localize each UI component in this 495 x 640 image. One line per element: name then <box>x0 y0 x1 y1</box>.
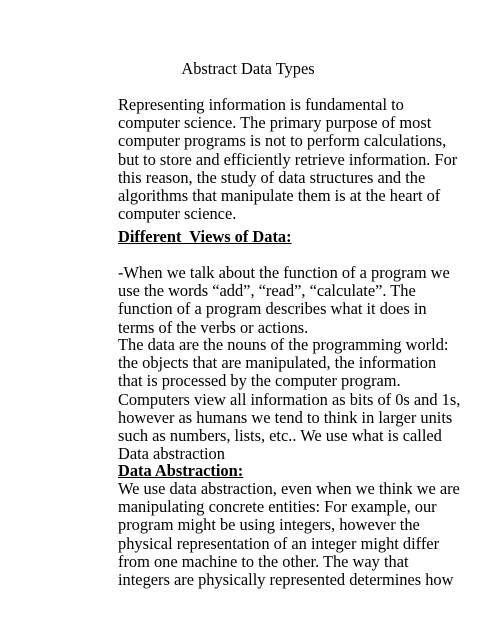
paragraph-line: Data abstraction <box>118 444 225 464</box>
paragraph-line: The data are the nouns of the programming world: <box>118 335 449 354</box>
paragraph-line: such as numbers, lists, etc.. We use what is called <box>118 425 442 445</box>
document-title: Abstract Data Types <box>181 59 315 78</box>
paragraph-line: physical representation of an integer might differ <box>118 533 440 553</box>
views-paragraph-2 <box>118 336 460 463</box>
paragraph-line: manipulating concrete entities: For example, our <box>118 497 437 517</box>
intro-line: this reason, the study of data structures and the <box>118 167 426 187</box>
intro-line: algorithms that manipulate them is at the heart of <box>118 185 441 205</box>
paragraph-line: Computers view all information as bits of 0s and 1s, <box>118 389 461 409</box>
intro-line: computer science. <box>118 204 237 224</box>
paragraph-line: program might be using integers, however the <box>118 515 420 535</box>
section-heading-views: Different Views of Data: <box>118 227 292 246</box>
views-paragraph-1 <box>118 264 450 337</box>
paragraph-line: integers are physically represented determines how <box>118 569 454 589</box>
paragraph-line: terms of the verbs or actions. <box>118 317 309 337</box>
paragraph-line: the objects that are manipulated, the information <box>118 353 437 373</box>
paragraph-line: from one machine to the other. The way that <box>118 551 409 571</box>
paragraph-line: function of a program describes what it does in <box>118 299 427 319</box>
paragraph-line: however as humans we tend to think in larger units <box>118 407 453 427</box>
intro-line: computer science. The primary purpose of most <box>118 113 432 133</box>
intro-line: computer programs is not to perform calculations, <box>118 131 447 151</box>
intro-paragraph <box>118 96 457 223</box>
paragraph-line: We use data abstraction, even when we think we are <box>118 479 460 498</box>
paragraph-line: use the words “add”, “read”, “calculate”. The <box>118 281 416 301</box>
intro-line: Representing information is fundamental to <box>118 95 404 114</box>
paragraph-line: that is processed by the computer program. <box>118 371 401 391</box>
paragraph-line: -When we talk about the function of a program we <box>118 263 450 282</box>
intro-line: but to store and efficiently retrieve information. For <box>118 149 458 169</box>
section-heading-abstraction: Data Abstraction: <box>118 461 244 480</box>
abstraction-paragraph <box>118 480 460 589</box>
